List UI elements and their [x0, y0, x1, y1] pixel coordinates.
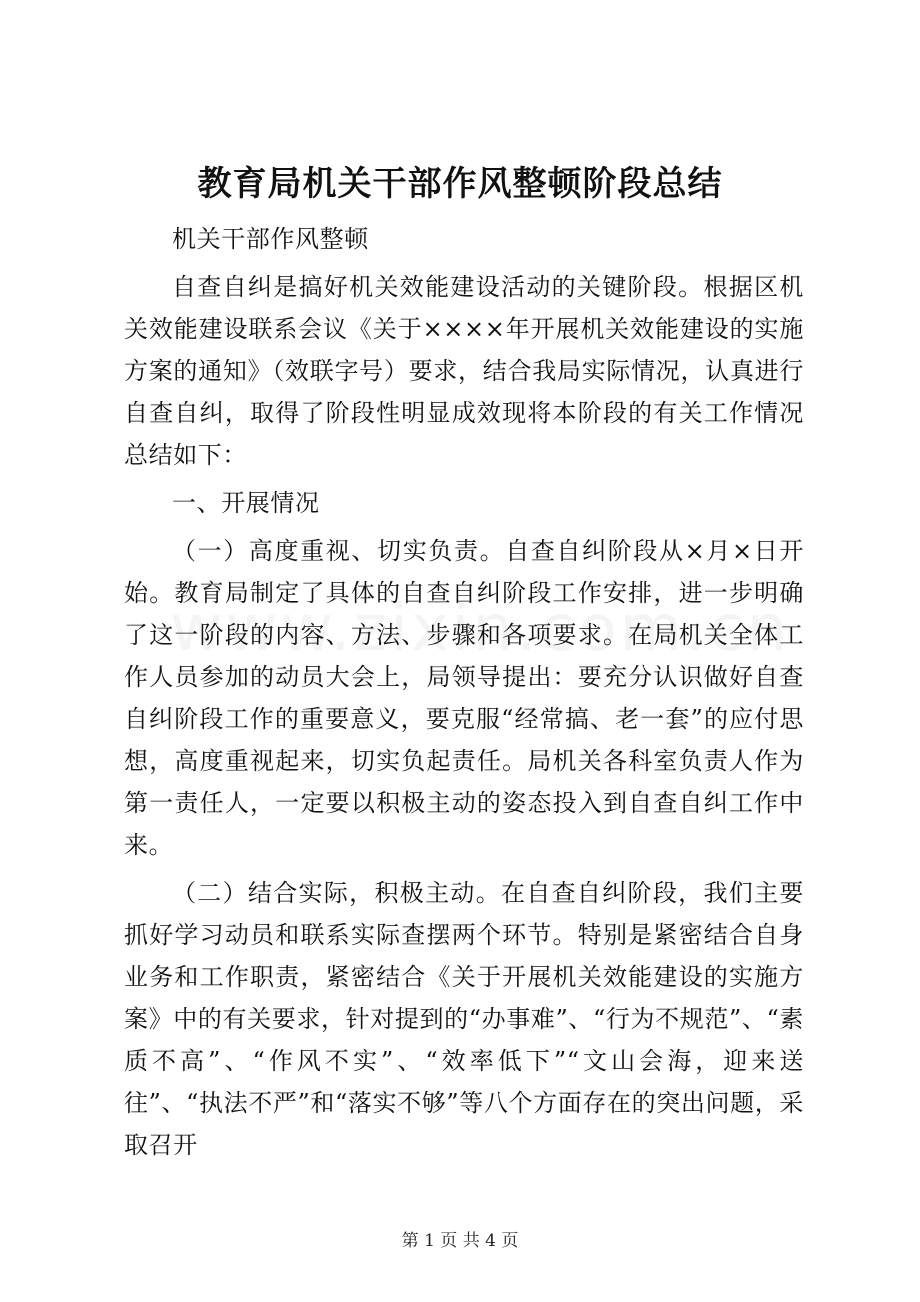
- document-body: [124, 218, 804, 1172]
- document-title: 教育局机关干部作风整顿阶段总结: [197, 164, 723, 204]
- section-heading: 一、开展情况: [172, 489, 320, 517]
- intro-paragraph: 自查自纠是搞好机关效能建设活动的关键阶段。根据区机关效能建设联系会议《关于××××年开展机关效能建设的实施方案的通知》（效联字号）要求，结合我局实际情况，认真进行自查自纠，取得了阶段性明显成效现将本阶段的有关工作情况总结如下：: [124, 273, 804, 469]
- section-subtitle: 机关干部作风整顿: [172, 225, 369, 253]
- page-number: 第 1 页 共 4 页: [401, 1231, 519, 1251]
- body-paragraph: （二）结合实际，积极主动。在自查自纠阶段，我们主要抓好学习动员和联系实际查摆两个环节。特别是紧密结合自身业务和工作职责，紧密结合《关于开展机关效能建设的实施方案》中的有关要求，针对提到的“办事难”、“行为不规范”、“素质不高”、“作风不实”、“效率低下”“文山会海，迎来送往”、“执法不严”和“落实不够”等八个方面存在的突出问题，采取召开: [124, 879, 804, 1159]
- body-paragraph: （一）高度重视、切实负责。自查自纠阶段从×月×日开始。教育局制定了具体的自查自纠阶段工作安排，进一步明确了这一阶段的内容、方法、步骤和各项要求。在局机关全体工作人员参加的动员大会上，局领导提出：要充分认识做好自查自纠阶段工作的重要意义，要克服“经常搞、老一套”的应付思想，高度重视起来，切实负起责任。局机关各科室负责人作为第一责任人，一定要以积极主动的姿态投入到自查自纠工作中来。: [124, 537, 804, 859]
